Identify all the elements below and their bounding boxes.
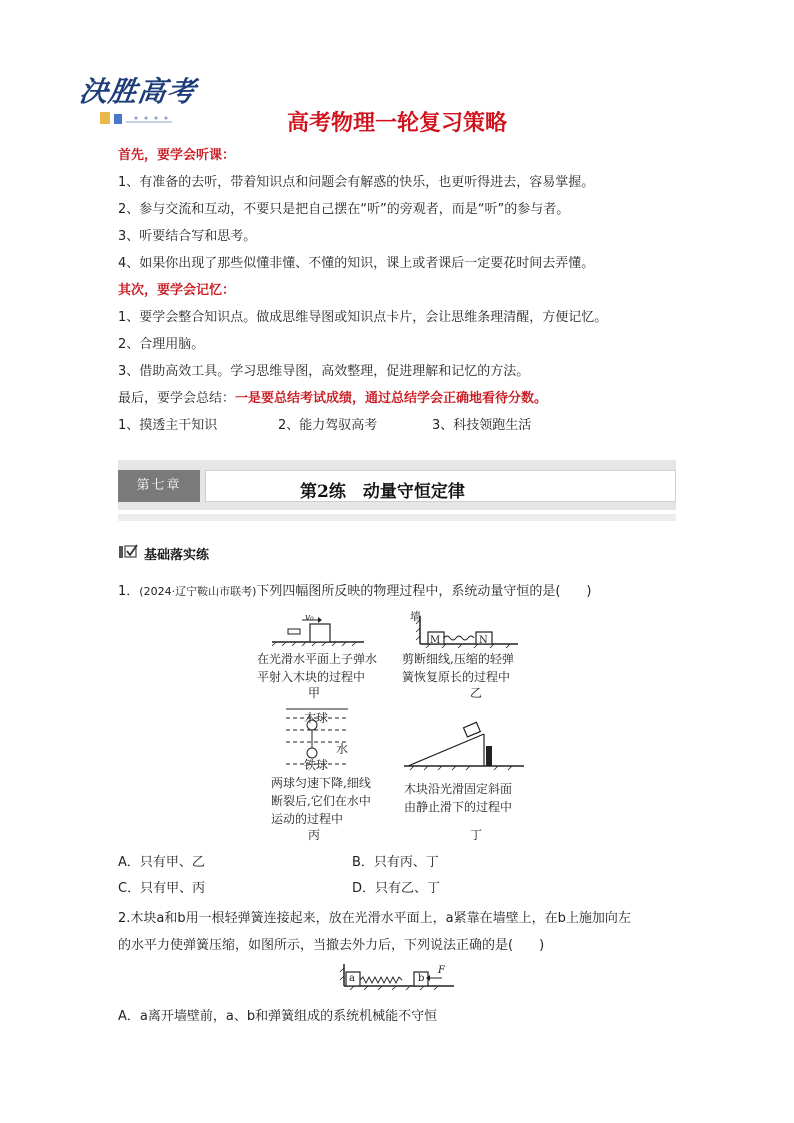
force-label: F <box>438 965 445 976</box>
figure-yi <box>406 612 522 648</box>
block-a-label: a <box>349 973 355 984</box>
block-m-label: M <box>430 635 441 646</box>
summary-item: 1、摸透主干知识 <box>118 418 218 433</box>
figure-tag: 乙 <box>470 686 483 700</box>
heading-listen: 首先，要学会听课： <box>118 148 236 163</box>
list-item: 1、要学会整合知识点。做成思维导图或知识点卡片，会让思维条理清醒，方便记忆。 <box>118 310 608 325</box>
figure-tag: 丙 <box>308 828 321 842</box>
list-item: 1、有准备的去听，带着知识点和问题会有解惑的快乐，也更听得进去，容易掌握。 <box>118 175 595 190</box>
question-source: (2024·辽宁鞍山市联考) <box>139 585 257 598</box>
summary-highlight: 一是要总结考试成绩，通过总结学会正确地看待分数。 <box>235 391 548 406</box>
list-item: 2、参与交流和互动，不要只是把自己摆在“听”的旁观者，而是“听”的参与者。 <box>118 202 570 217</box>
figure-tag: 甲 <box>308 686 321 700</box>
option-a[interactable]: A．只有甲、乙 <box>118 855 205 870</box>
option-b[interactable]: B．只有丙、丁 <box>352 855 439 870</box>
page-title: 高考物理一轮复习策略 <box>286 111 507 136</box>
question-2-line1: 2.木块a和b用一根轻弹簧连接起来，放在光滑水平面上，a紧靠在墙壁上，在b上施加向左 <box>118 911 631 926</box>
list-item: 2、合理用脑。 <box>118 337 205 352</box>
figure-caption: 两球匀速下降,细线 <box>271 776 371 790</box>
heading-memory: 其次，要学会记忆： <box>118 283 236 298</box>
question-2-option-a[interactable]: A．a离开墙壁前，a、b和弹簧组成的系统机械能不守恒 <box>118 1009 438 1024</box>
figure-caption: 平射入木块的过程中 <box>257 670 366 684</box>
summary-prefix: 最后，要学会总结： <box>118 391 236 406</box>
summary-line <box>118 387 547 406</box>
figure-jia <box>268 614 368 646</box>
figure-caption: 木块沿光滑固定斜面 <box>404 782 513 796</box>
block-n-label: N <box>479 635 488 646</box>
wall-label: 墙 <box>410 610 421 623</box>
chapter-tag: 第七章 <box>118 470 200 502</box>
figure-caption: 剪断细线,压缩的轻弹 <box>402 652 514 666</box>
option-c[interactable]: C．只有甲、丙 <box>118 881 206 896</box>
block-b-label: b <box>418 973 425 984</box>
divider <box>118 514 676 521</box>
figure-ding <box>398 718 528 772</box>
figure-caption: 断裂后,它们在水中 <box>271 794 371 808</box>
water-label: 水 <box>336 742 349 756</box>
list-item: 3、听要结合写和思考。 <box>118 229 257 244</box>
list-item: 4、如果你出现了那些似懂非懂、不懂的知识，课上或者课后一定要花时间去弄懂。 <box>118 256 595 271</box>
velocity-label: v₀ <box>305 613 314 623</box>
question-1 <box>118 580 592 599</box>
iron-ball-label: 铁球 <box>304 758 329 772</box>
question-number: 1． <box>118 584 140 599</box>
wood-ball-label: 木球 <box>304 711 329 725</box>
logo: 決胜高考 <box>77 75 199 108</box>
checkbox-icon <box>118 543 138 559</box>
question-text: 下列四幅图所反映的物理过程中，系统动量守恒的是( ) <box>256 584 592 599</box>
option-d[interactable]: D．只有乙、丁 <box>352 881 441 896</box>
figure-caption: 运动的过程中 <box>271 812 344 826</box>
figure-caption: 簧恢复原长的过程中 <box>402 670 511 684</box>
chapter-title: 第2练 动量守恒定律 <box>300 482 465 502</box>
summary-item: 3、科技领跑生活 <box>432 418 532 433</box>
list-item: 3、借助高效工具。学习思维导图，高效整理，促进理解和记忆的方法。 <box>118 364 530 379</box>
figure-caption: 由静止滑下的过程中 <box>404 800 513 814</box>
question-2-line2: 的水平力使弹簧压缩，如图所示，当撤去外力后，下列说法正确的是( ) <box>118 938 545 953</box>
figure-tag: 丁 <box>470 828 483 842</box>
section-title: 基础落实练 <box>144 548 210 563</box>
figure-caption: 在光滑水平面上子弹水 <box>257 652 378 666</box>
summary-item: 2、能力驾驭高考 <box>278 418 378 433</box>
